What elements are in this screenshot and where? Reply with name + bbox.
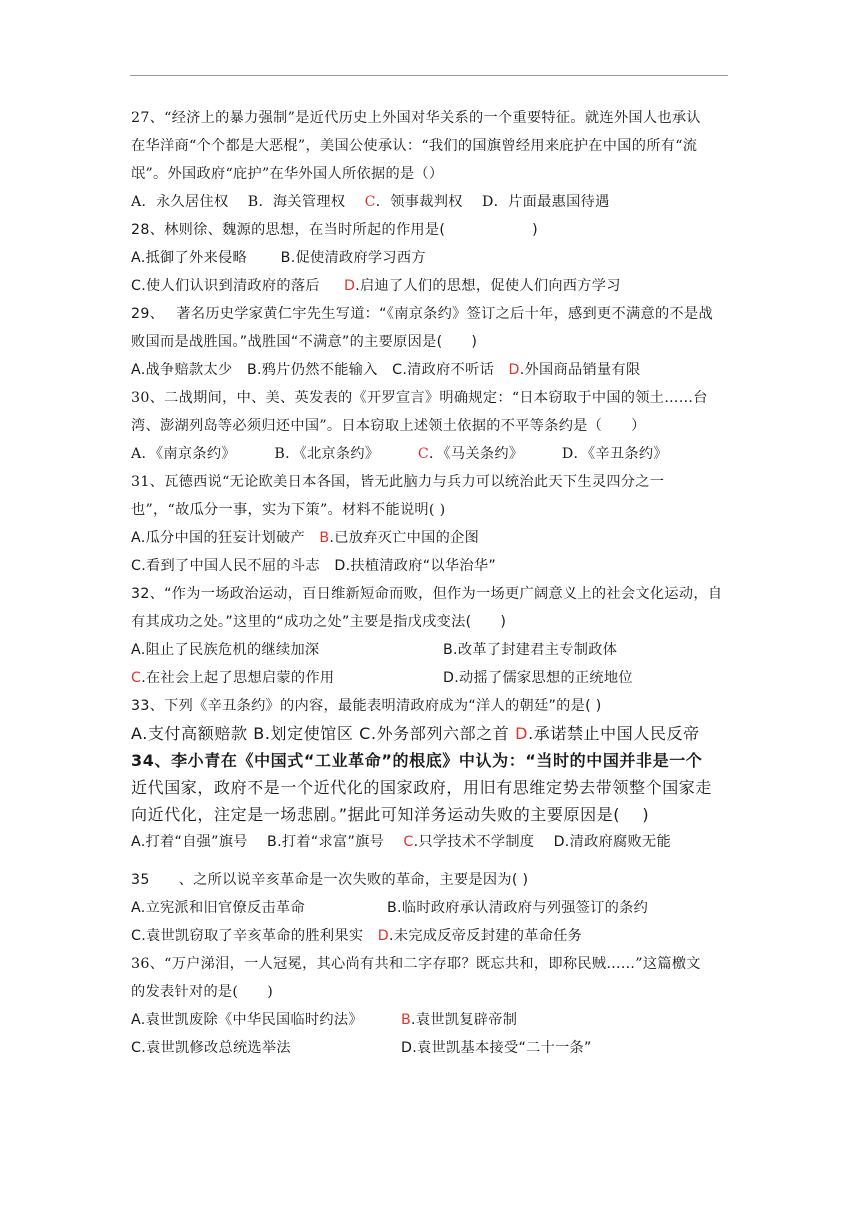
q34-options <box>131 828 731 856</box>
q33-option-d-letter: D <box>515 724 529 743</box>
q30-line1: 30、二战期间，中、美、英发表的《开罗宣言》明确规定：“日本窃取于中国的领土……台 <box>131 390 708 406</box>
q36-option-d: D.袁世凯基本接受“二十一条” <box>401 1040 592 1056</box>
q27-line1: 27、“经济上的暴力强制”是近代历史上外国对华关系的一个重要特征。就连外国人也承认 <box>131 110 701 126</box>
question-list <box>131 104 731 1062</box>
q30-line2: 湾、澎湖列岛等必须归还中国”。日本窃取上述领土依据的不平等条约是（ ） <box>131 418 646 434</box>
q31-option-d: D.扶植清政府“以华治华” <box>334 558 497 574</box>
q34-line1: 34、李小青在《中国式“工业革命”的根底》中认为：“当时的中国并非是一个 <box>131 751 703 770</box>
q29-option-a: A.战争赔款太少 <box>131 362 233 378</box>
q29-line1: 29、 著名历史学家黄仁宇先生写道：“《南京条约》签订之后十年，感到更不满意的不是战 <box>131 306 713 322</box>
q28-option-a: A.抵御了外来侵略 <box>131 250 247 266</box>
q35-options-row1 <box>131 894 731 922</box>
q36-options-row1 <box>131 1006 731 1034</box>
q30-option-a: A．《南京条约》 <box>131 446 236 462</box>
q35-option-b: B.临时政府承认清政府与列强签订的条约 <box>387 900 649 916</box>
q27-option-c-text: ．领事裁判权 <box>375 194 463 210</box>
q32-option-c-text: .在社会上起了思想启蒙的作用 <box>141 670 335 686</box>
q35-options-row2 <box>131 922 731 950</box>
q28-option-d-letter: D <box>343 278 356 294</box>
q28-option-b: B.促使清政府学习西方 <box>280 250 426 266</box>
q32-option-a: A.阻止了民族危机的继续加深 <box>131 642 320 658</box>
q31-options-row2 <box>131 552 731 580</box>
q34-option-d: D.清政府腐败无能 <box>553 834 672 850</box>
q27-option-d: D．片面最惠国待遇 <box>481 194 610 210</box>
q28-option-c: C.使人们认识到清政府的落后 <box>131 278 320 294</box>
q28-options-row2 <box>131 272 731 300</box>
q27-options <box>131 188 731 216</box>
q36-option-b-text: .袁世凯复辟帝制 <box>411 1012 518 1028</box>
q32-line2: 有其成功之处。”这里的“成功之处”主要是指戊戌变法( ) <box>131 614 507 630</box>
q35-option-c: C.袁世凯窃取了辛亥革命的胜利果实 <box>131 928 364 944</box>
q35-stem: 35 、之所以说辛亥革命是一次失败的革命，主要是因为( ) <box>131 872 529 888</box>
q31-option-a: A.瓜分中国的狂妄计划破产 <box>131 530 305 546</box>
q27-line3: 氓”。外国政府“庇护”在华外国人所依据的是（） <box>131 166 444 182</box>
q29-option-c: C.清政府不听话 <box>392 362 495 378</box>
q31-line1: 31、瓦德西说“无论欧美日本各国，皆无此脑力与兵力可以统治此天下生灵四分之一 <box>131 474 665 490</box>
q28-option-d-text: .启迪了人们的思想，促使人们向西方学习 <box>355 278 621 294</box>
q30-option-c-text: ．《马关条约》 <box>429 446 524 462</box>
q33-option-d-text: .承诺禁止中国人民反帝 <box>528 724 700 743</box>
q36-line2: 的发表针对的是( ) <box>131 984 274 1000</box>
q32-line1: 32、“作为一场政治运动，百日维新短命而败，但作为一场更广阔意义上的社会文化运动，自 <box>131 586 723 602</box>
q32-option-c-letter: C <box>131 670 142 686</box>
q34-line2: 近代国家，政府不是一个近代化的国家政府，用旧有思维定势去带领整个国家走 <box>131 778 713 797</box>
q27-option-a: A．永久居住权 <box>131 194 229 210</box>
q32-options-row2 <box>131 664 731 692</box>
q35-option-a: A.立宪派和旧官僚反击革命 <box>131 900 305 916</box>
q29-option-d-letter: D <box>508 362 520 378</box>
q28-options-row1 <box>131 244 731 272</box>
q35-option-d-letter: D <box>377 928 390 944</box>
q27-line2: 在华洋商“个个都是大恶棍”，美国公使承认：“我们的国旗曾经用来庇护在中国的所有“流 <box>131 138 698 154</box>
header-rule <box>130 75 728 76</box>
q31-option-b-letter: B <box>319 530 330 546</box>
q35-option-d-text: .未完成反帝反封建的革命任务 <box>389 928 583 944</box>
q33-stem: 33、下列《辛丑条约》的内容，最能表明清政府成为“洋人的朝廷”的是( ) <box>131 698 602 714</box>
q36-option-a: A.袁世凯废除《中华民国临时约法》 <box>131 1012 363 1028</box>
q34-option-c-text: .只学技术不学制度 <box>413 834 535 850</box>
q31-option-c: C.看到了中国人民不屈的斗志 <box>131 558 320 574</box>
q29-option-d-text: .外国商品销量有限 <box>519 362 641 378</box>
q29-line2: 败国而是战胜国。”战胜国“不满意”的主要原因是( ) <box>131 334 478 350</box>
q29-option-b: B.鸦片仍然不能输入 <box>246 362 378 378</box>
q29-options <box>131 356 731 384</box>
q34-option-a: A.打着“自强”旗号 <box>131 834 248 850</box>
q34-option-c-letter: C <box>403 834 414 850</box>
q31-option-b-text: .已放弃灭亡中国的企图 <box>329 530 480 546</box>
q36-option-b-letter: B <box>401 1012 412 1028</box>
q36-options-row2 <box>131 1034 731 1062</box>
q30-option-b: B．《北京条约》 <box>274 446 380 462</box>
q32-option-b: B.改革了封建君主专制政体 <box>443 642 618 658</box>
q33-options <box>131 720 731 747</box>
q27-option-c-letter: C <box>364 194 376 210</box>
q36-line1: 36、“万户涕泪，一人冠冕，其心尚有共和二字存耶？既忘共和，即称民贼……”这篇檄文 <box>131 956 701 972</box>
q32-options-row1 <box>131 636 731 664</box>
q32-option-d: D.动摇了儒家思想的正统地位 <box>443 670 633 686</box>
q28-stem: 28、林则徐、魏源的思想，在当时所起的作用是( ) <box>131 222 538 238</box>
q34-option-b: B.打着“求富”旗号 <box>267 834 385 850</box>
q30-option-c-letter: C <box>417 446 430 462</box>
q31-options-row1 <box>131 524 731 552</box>
q31-line2: 也”，“故瓜分一事，实为下策”。材料不能说明( ) <box>131 502 446 518</box>
q30-option-d: D．《辛丑条约》 <box>561 446 668 462</box>
q34-line3: 向近代化，注定是一场悲剧。”据此可知洋务运动失败的主要原因是( ) <box>131 805 650 824</box>
q33-options-abc: A.支付高额赔款 B.划定使馆区 C.外务部列六部之首 <box>131 724 516 743</box>
q36-option-c: C.袁世凯修改总统选举法 <box>131 1040 291 1056</box>
q30-options <box>131 440 731 468</box>
q27-option-b: B．海关管理权 <box>247 194 346 210</box>
